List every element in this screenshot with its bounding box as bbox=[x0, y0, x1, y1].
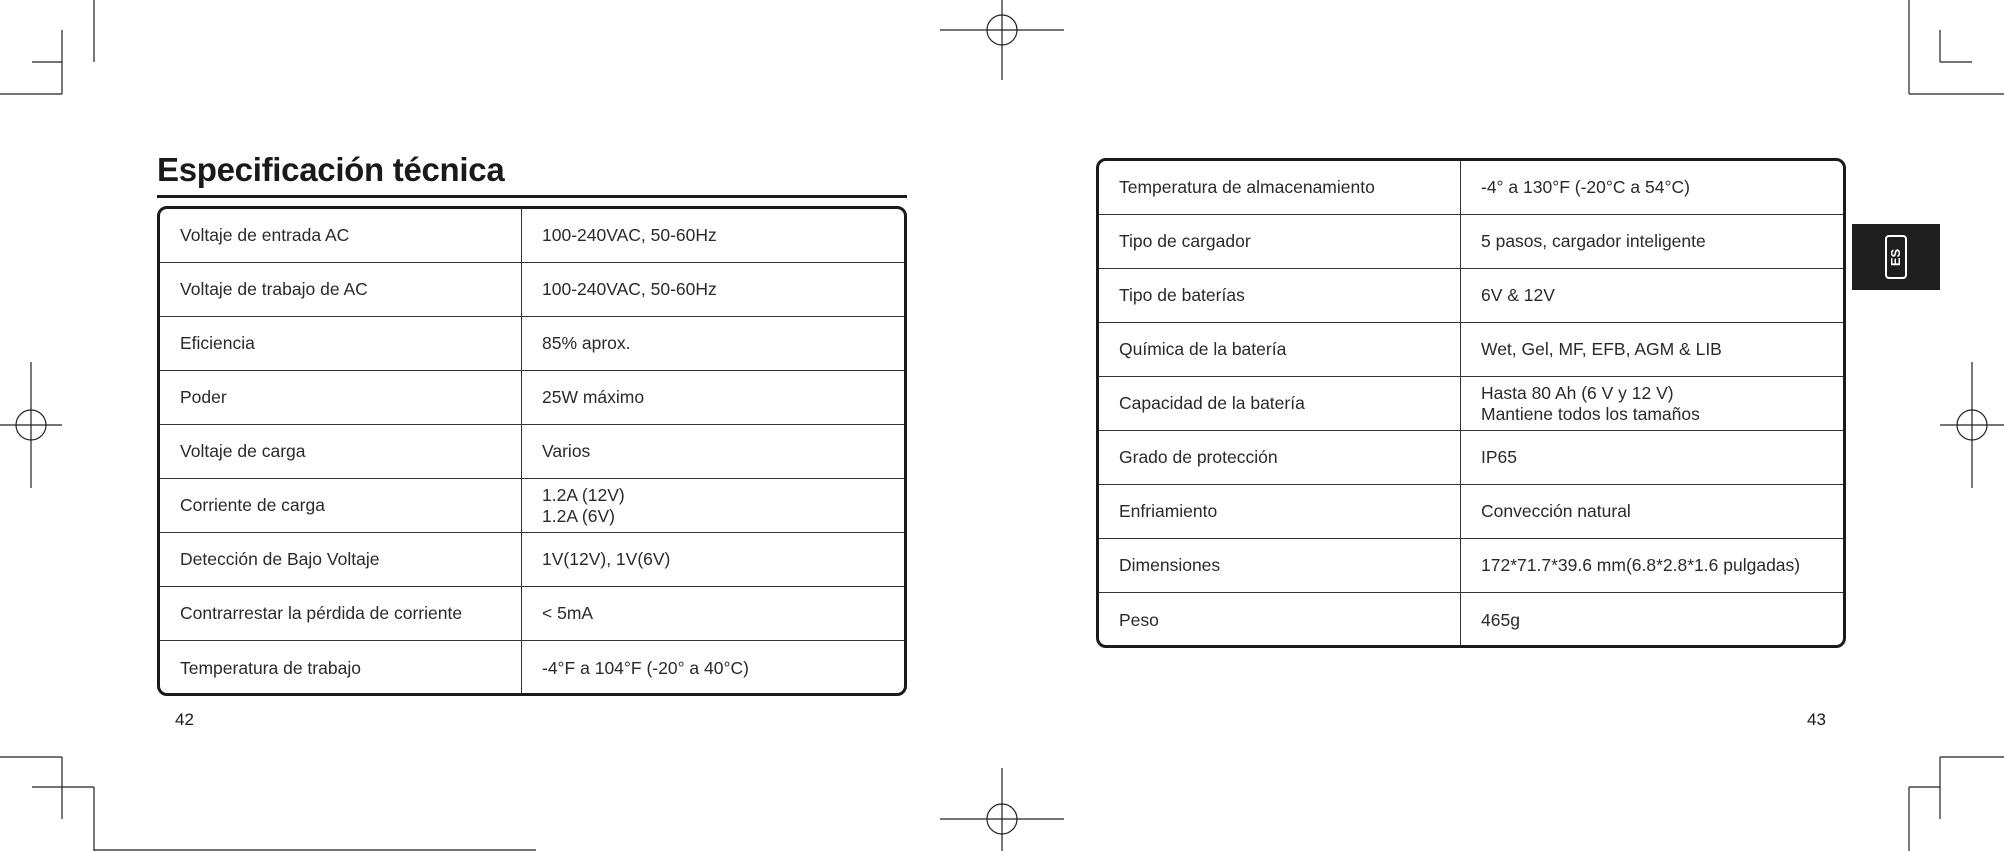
spec-value bbox=[522, 317, 904, 370]
spec-value bbox=[522, 371, 904, 424]
spec-label: Detección de Bajo Voltaje bbox=[160, 533, 522, 586]
spec-value bbox=[1461, 485, 1843, 538]
table-row bbox=[1099, 323, 1843, 377]
spec-value bbox=[1461, 215, 1843, 268]
spec-value-line: Mantiene todos los tamaños bbox=[1481, 403, 1700, 424]
spec-value-line: 6V & 12V bbox=[1481, 285, 1555, 305]
table-row bbox=[1099, 539, 1843, 593]
spec-value bbox=[1461, 539, 1843, 592]
spec-label: Grado de protección bbox=[1099, 431, 1461, 484]
table-row bbox=[160, 641, 904, 695]
spec-value bbox=[1461, 377, 1843, 430]
spec-value bbox=[522, 209, 904, 262]
spec-value-line: 5 pasos, cargador inteligente bbox=[1481, 231, 1706, 251]
table-row bbox=[160, 371, 904, 425]
page-number-left: 42 bbox=[175, 710, 194, 729]
spec-value bbox=[1461, 269, 1843, 322]
spec-value-line: 100-240VAC, 50-60Hz bbox=[542, 225, 717, 245]
page-number-right: 43 bbox=[1807, 710, 1826, 729]
spec-value bbox=[1461, 323, 1843, 376]
spec-value-line: Hasta 80 Ah (6 V y 12 V) bbox=[1481, 382, 1674, 403]
language-label: ES bbox=[1888, 248, 1904, 266]
table-row bbox=[160, 425, 904, 479]
spec-value bbox=[522, 425, 904, 478]
table-row bbox=[1099, 485, 1843, 539]
spec-table-left bbox=[157, 206, 907, 696]
spec-label: Temperatura de trabajo bbox=[160, 641, 522, 695]
spec-label: Enfriamiento bbox=[1099, 485, 1461, 538]
spec-label: Poder bbox=[160, 371, 522, 424]
table-row bbox=[1099, 161, 1843, 215]
spec-value-line: 465g bbox=[1481, 609, 1520, 630]
table-row bbox=[1099, 215, 1843, 269]
spec-value bbox=[522, 533, 904, 586]
spec-value-line: 172*71.7*39.6 mm(6.8*2.8*1.6 pulgadas) bbox=[1481, 555, 1801, 575]
spec-value-line: 1.2A (6V) bbox=[542, 505, 615, 526]
language-badge bbox=[1885, 235, 1907, 279]
table-row bbox=[1099, 269, 1843, 323]
table-row bbox=[1099, 377, 1843, 431]
table-row bbox=[160, 479, 904, 533]
spec-label: Capacidad de la batería bbox=[1099, 377, 1461, 430]
spec-label: Tipo de baterías bbox=[1099, 269, 1461, 322]
table-row bbox=[160, 317, 904, 371]
spec-label: Dimensiones bbox=[1099, 539, 1461, 592]
spec-value-line: Convección natural bbox=[1481, 501, 1631, 521]
language-tab bbox=[1852, 224, 1940, 290]
spec-value bbox=[522, 479, 904, 532]
spec-label: Peso bbox=[1099, 593, 1461, 647]
spec-label: Voltaje de carga bbox=[160, 425, 522, 478]
spec-label: Tipo de cargador bbox=[1099, 215, 1461, 268]
spec-label: Contrarrestar la pérdida de corriente bbox=[160, 587, 522, 640]
table-row bbox=[160, 587, 904, 641]
spec-value-line: -4° a 130°F (-20°C a 54°C) bbox=[1481, 177, 1690, 197]
spec-value-line: Varios bbox=[542, 441, 591, 461]
spec-label: Química de la batería bbox=[1099, 323, 1461, 376]
spec-value-line: 100-240VAC, 50-60Hz bbox=[542, 279, 717, 299]
spec-value-line: 1.2A (12V) bbox=[542, 484, 625, 505]
spec-value bbox=[522, 263, 904, 316]
spec-label: Corriente de carga bbox=[160, 479, 522, 532]
table-row bbox=[1099, 431, 1843, 485]
spec-label: Voltaje de trabajo de AC bbox=[160, 263, 522, 316]
spec-value bbox=[522, 641, 904, 695]
title-underline bbox=[157, 195, 907, 198]
spec-value-line: IP65 bbox=[1481, 447, 1517, 467]
table-row bbox=[160, 209, 904, 263]
spec-value-line: 25W máximo bbox=[542, 387, 645, 407]
spec-value bbox=[1461, 161, 1843, 214]
spec-value bbox=[1461, 593, 1843, 647]
table-row bbox=[160, 533, 904, 587]
table-row bbox=[1099, 593, 1843, 647]
spec-table-right bbox=[1096, 158, 1846, 648]
spec-value-line: 85% aprox. bbox=[542, 333, 631, 353]
spec-value bbox=[522, 587, 904, 640]
spec-value-line: 1V(12V), 1V(6V) bbox=[542, 549, 671, 569]
page-title: Especificación técnica bbox=[157, 151, 505, 188]
spec-label: Temperatura de almacenamiento bbox=[1099, 161, 1461, 214]
spec-label: Voltaje de entrada AC bbox=[160, 209, 522, 262]
spec-value-line: < 5mA bbox=[542, 603, 594, 623]
table-row bbox=[160, 263, 904, 317]
spec-value-line: -4°F a 104°F (-20° a 40°C) bbox=[542, 657, 749, 678]
spec-value bbox=[1461, 431, 1843, 484]
spec-label: Eficiencia bbox=[160, 317, 522, 370]
spec-value-line: Wet, Gel, MF, EFB, AGM & LIB bbox=[1481, 339, 1722, 359]
